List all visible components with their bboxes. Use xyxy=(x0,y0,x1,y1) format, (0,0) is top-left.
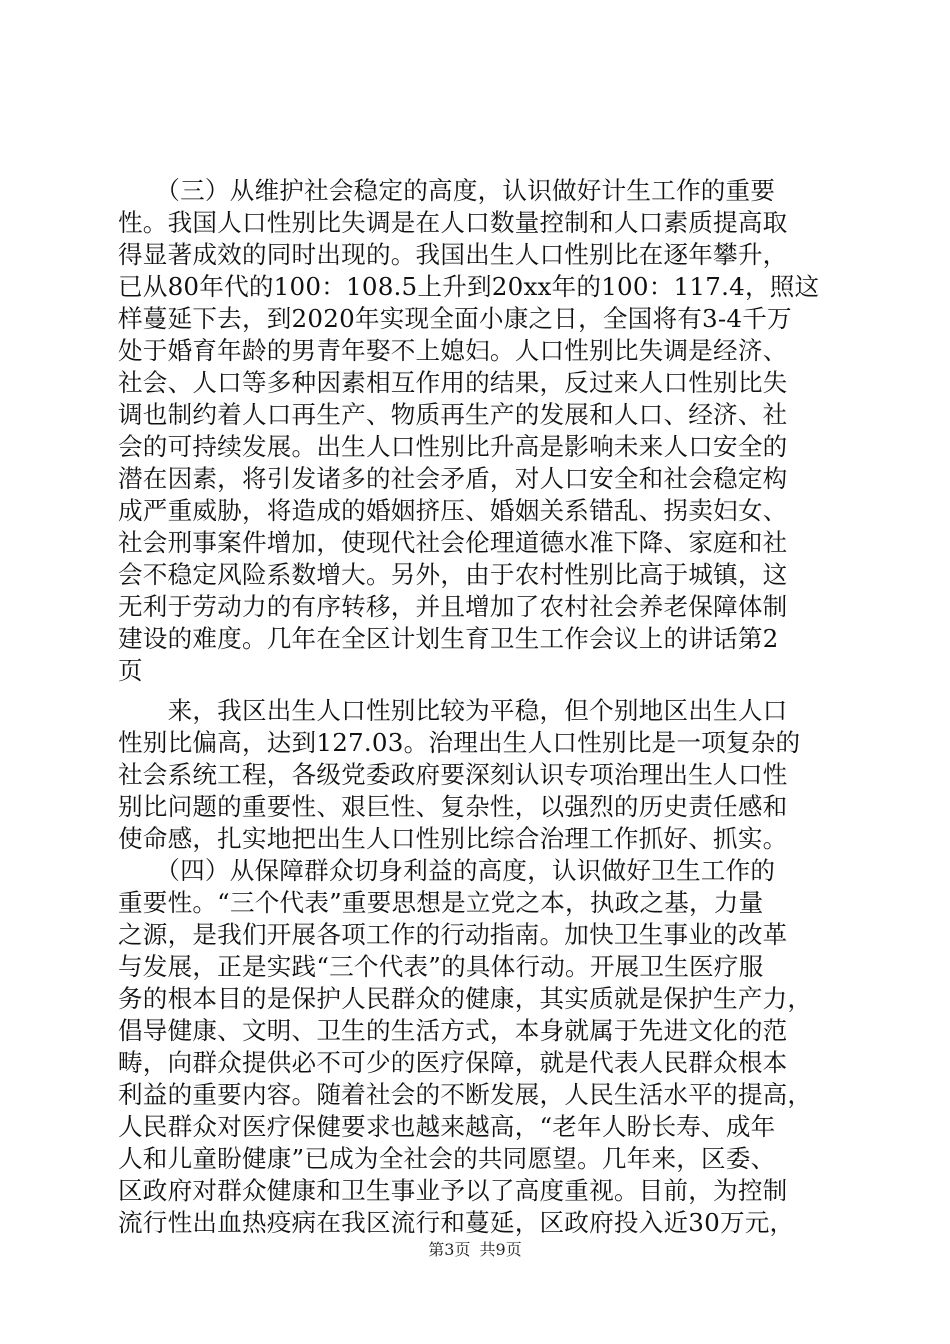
text-line: 重要性。“三个代表”重要思想是立党之本，执政之基，力量 xyxy=(118,888,764,917)
text-line: 别比问题的重要性、艰巨性、复杂性，以强烈的历史责任感和 xyxy=(118,792,788,821)
text-line: 样蔓延下去，到2020年实现全面小康之日，全国将有3-4千万 xyxy=(118,304,792,333)
text-line: 性。我国人口性别比失调是在人口数量控制和人口素质提高取 xyxy=(118,208,788,237)
page-total: 共9页 xyxy=(479,1240,522,1259)
page-number: 第3页 xyxy=(428,1240,471,1259)
text-line: （三）从维护社会稳定的高度，认识做好计生工作的重要 xyxy=(118,176,776,205)
page-footer xyxy=(0,1240,950,1260)
text-line: 页 xyxy=(118,656,143,685)
text-line: 潜在因素，将引发诸多的社会矛盾，对人口安全和社会稳定构 xyxy=(118,464,788,493)
text-line: 人民群众对医疗保健要求也越来越高，“老年人盼长寿、成年 xyxy=(118,1112,776,1141)
text-line: 会不稳定风险系数增大。另外，由于农村性别比高于城镇，这 xyxy=(118,560,788,589)
text-line: 调也制约着人口再生产、物质再生产的发展和人口、经济、社 xyxy=(118,400,788,429)
text-line: 倡导健康、文明、卫生的生活方式，本身就属于先进文化的范 xyxy=(118,1016,788,1045)
text-line: 流行性出血热疫病在我区流行和蔓延，区政府投入近30万元， xyxy=(118,1208,795,1237)
text-line: 利益的重要内容。随着社会的不断发展，人民生活水平的提高， xyxy=(118,1080,813,1109)
text-line: 来，我区出生人口性别比较为平稳，但个别地区出生人口 xyxy=(118,696,788,725)
text-line: 得显著成效的同时出现的。我国出生人口性别比在逐年攀升， xyxy=(118,240,788,269)
text-line: 无利于劳动力的有序转移，并且增加了农村社会养老保障体制 xyxy=(118,592,788,621)
text-line: 建设的难度。几年在全区计划生育卫生工作会议上的讲话第2 xyxy=(118,624,779,653)
text-line: 社会系统工程，各级党委政府要深刻认识专项治理出生人口性 xyxy=(118,760,788,789)
text-line: 人和儿童盼健康”已成为全社会的共同愿望。几年来，区委、 xyxy=(118,1144,776,1173)
text-line: 与发展，正是实践“三个代表”的具体行动。开展卫生医疗服 xyxy=(118,952,764,981)
text-line: （四）从保障群众切身利益的高度，认识做好卫生工作的 xyxy=(118,856,776,885)
text-line: 务的根本目的是保护人民群众的健康，其实质就是保护生产力， xyxy=(118,984,813,1013)
text-line: 社会刑事案件增加，使现代社会伦理道德水准下降、家庭和社 xyxy=(118,528,788,557)
text-line: 畴，向群众提供必不可少的医疗保障，就是代表人民群众根本 xyxy=(118,1048,788,1077)
text-line: 会的可持续发展。出生人口性别比升高是影响未来人口安全的 xyxy=(118,432,788,461)
text-line: 区政府对群众健康和卫生事业予以了高度重视。目前，为控制 xyxy=(118,1176,788,1205)
text-line: 已从80年代的100：108.5上升到20xx年的100：117.4，照这 xyxy=(118,272,820,301)
text-line: 成严重威胁，将造成的婚姻挤压、婚姻关系错乱、拐卖妇女、 xyxy=(118,496,788,525)
text-line: 使命感，扎实地把出生人口性别比综合治理工作抓好、抓实。 xyxy=(118,824,788,853)
text-line: 性别比偏高，达到127.03。治理出生人口性别比是一项复杂的 xyxy=(118,728,801,757)
text-line: 之源，是我们开展各项工作的行动指南。加快卫生事业的改革 xyxy=(118,920,788,949)
text-line: 处于婚育年龄的男青年娶不上媳妇。人口性别比失调是经济、 xyxy=(118,336,788,365)
text-line: 社会、人口等多种因素相互作用的结果，反过来人口性别比失 xyxy=(118,368,788,397)
